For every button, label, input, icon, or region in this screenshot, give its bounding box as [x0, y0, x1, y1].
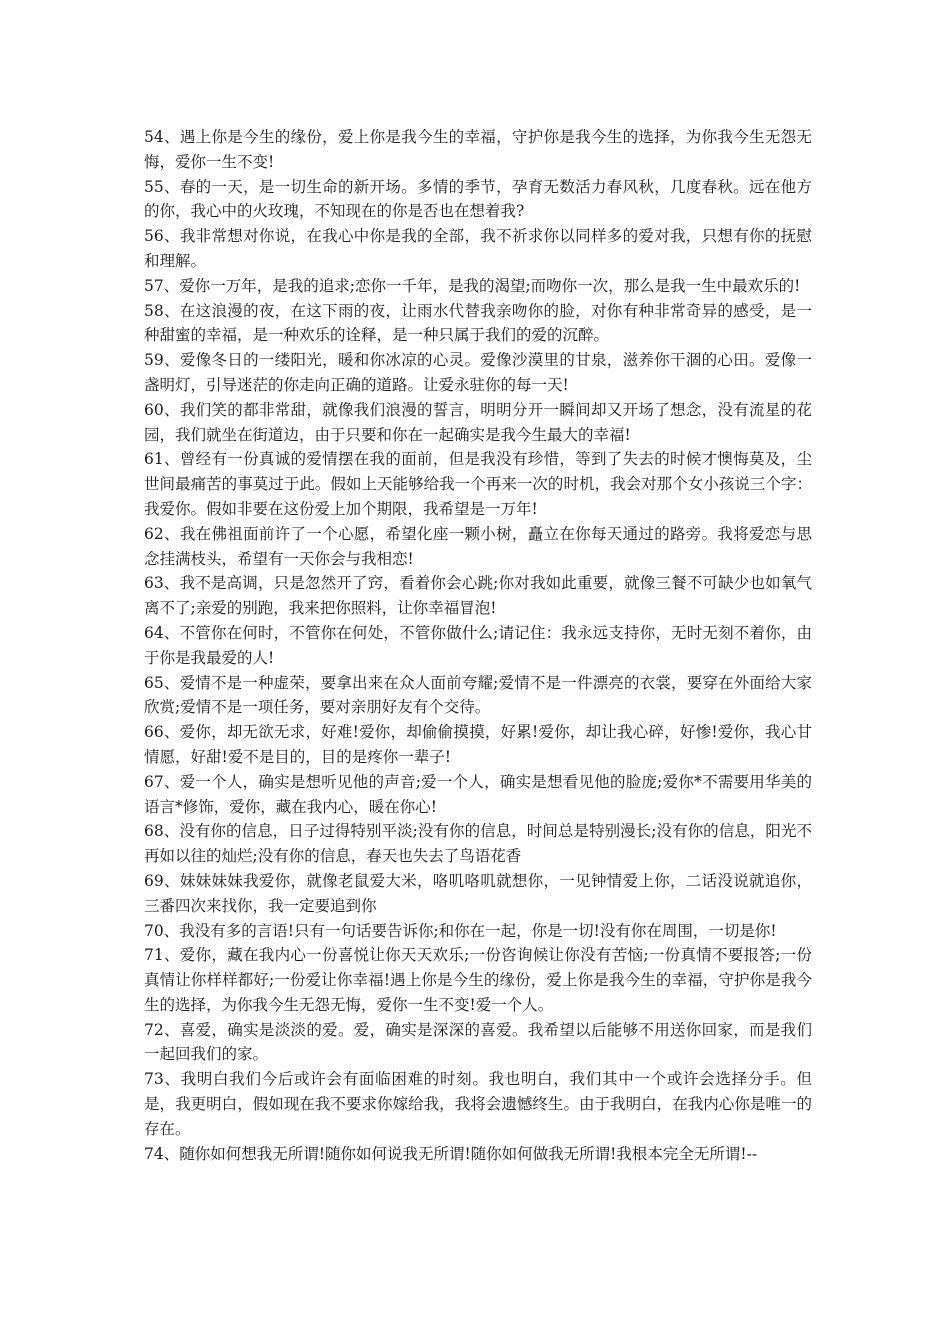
paragraph-57: 57、爱你一万年，是我的追求;恋你一千年，是我的渴望;而吻你一次，那么是我一生中最欢乐的! [144, 276, 801, 295]
paragraph-59: 59、爱像冬日的一缕阳光，暖和你冰凉的心灵。爱像沙漠里的甘泉，滋养你干涸的心田。爱像一盏明灯，引导迷茫的你走向正确的道路。让爱永驻你的每一天! [144, 351, 812, 394]
paragraph-58: 58、在这浪漫的夜，在这下雨的夜，让雨水代替我亲吻你的脸，对你有种非常奇异的感受，是一种甜蜜的幸福，是一种欢乐的诠释，是一种只属于我们的爱的沉醉。 [144, 301, 812, 345]
paragraph-71: 71、爱你，藏在我内心一份喜悦让你天天欢乐;一份咨询候让你没有苦恼;一份真情不要报答;一份真情让你样样都好;一份爱让你幸福!遇上你是今生的缘份，爱上你是我今生的幸福，守护你是我今生的选择，为你我今生无怨无悔，爱你一生不变!爱一个人。 [144, 946, 812, 1014]
paragraph-66: 66、爱你，却无欲无求，好难!爱你，却偷偷摸摸，好累!爱你，却让我心碎，好惨!爱你，我心甘情愿，好甜!爱不是目的，目的是疼你一辈子! [144, 723, 812, 766]
paragraph-55: 55、春的一天，是一切生命的新开场。多情的季节，孕育无数活力春风秋，几度春秋。远在他方的你，我心中的火玫瑰，不知现在的你是否也在想着我? [144, 177, 812, 221]
paragraph-69: 69、妹妹妹妹我爱你，就像老鼠爱大米，咯叽咯叽就想你，一见钟情爱上你，二话没说就追你，三番四次来找你，我一定要追到你 [144, 871, 812, 915]
paragraph-65: 65、爱情不是一种虚荣，要拿出来在众人面前夸耀;爱情不是一件漂亮的衣裳，要穿在外面给大家欣赏;爱情不是一项任务，要对亲朋好友有个交待。 [144, 673, 812, 717]
paragraph-60: 60、我们笑的都非常甜，就像我们浪漫的誓言，明明分开一瞬间却又开场了想念，没有流星的花园，我们就坐在街道边，由于只要和你在一起确实是我今生最大的幸福! [144, 400, 812, 444]
paragraph-56: 56、我非常想对你说，在我心中你是我的全部，我不祈求你以同样多的爱对我，只想有你的抚慰和理解。 [144, 227, 812, 270]
paragraph-67: 67、爱一个人，确实是想听见他的声音;爱一个人，确实是想看见他的脸庞;爱你*不需要用华美的语言*修饰，爱你，藏在我内心，暖在你心! [144, 772, 812, 816]
paragraph-61: 61、曾经有一份真诚的爱情摆在我的面前，但是我没有珍惜，等到了失去的时候才懊悔莫及，尘世间最痛苦的事莫过于此。假如上天能够给我一个再来一次的时机，我会对那个女小孩说三个字：我爱你。假如非要在这份爱上加个期限，我希望是一万年! [144, 450, 812, 518]
paragraph-68: 68、没有你的信息，日子过得特别平淡;没有你的信息，时间总是特别漫长;没有你的信息，阳光不再如以往的灿烂;没有你的信息，春天也失去了鸟语花香 [144, 822, 812, 866]
paragraph-63: 63、我不是高调，只是忽然开了窍，看着你会心跳;你对我如此重要，就像三餐不可缺少也如氧气离不了;亲爱的别跑，我来把你照料，让你幸福冒泡! [144, 574, 812, 618]
paragraph-74: 74、随你如何想我无所谓!随你如何说我无所谓!随你如何做我无所谓!我根本完全无所谓!-- [144, 1144, 758, 1163]
paragraph-64: 64、不管你在何时，不管你在何处，不管你做什么;请记住：我永远支持你，无时无刻不着你，由于你是我最爱的人! [144, 623, 812, 667]
paragraph-70: 70、我没有多的言语!只有一句话要告诉你;和你在一起，你是一切!没有你在周围，一切是你! [144, 921, 777, 940]
document-body [144, 125, 812, 1166]
paragraph-54: 54、遇上你是今生的缘份，爱上你是我今生的幸福，守护你是我今生的选择，为你我今生无怨无悔，爱你一生不变! [144, 128, 812, 171]
paragraph-72: 72、喜爱，确实是淡淡的爱。爱，确实是深深的喜爱。我希望以后能够不用送你回家，而是我们一起回我们的家。 [144, 1020, 812, 1064]
paragraph-73: 73、我明白我们今后或许会有面临困难的时刻。我也明白，我们其中一个或许会选择分手。但是，我更明白，假如现在我不要求你嫁给我，我将会遗憾终生。由于我明白，在我内心你是唯一的存在。 [144, 1070, 812, 1138]
paragraph-62: 62、我在佛祖面前许了一个心愿，希望化座一颗小树，矗立在你每天通过的路旁。我将爱恋与思念挂满枝头，希望有一天你会与我相恋! [144, 524, 812, 568]
